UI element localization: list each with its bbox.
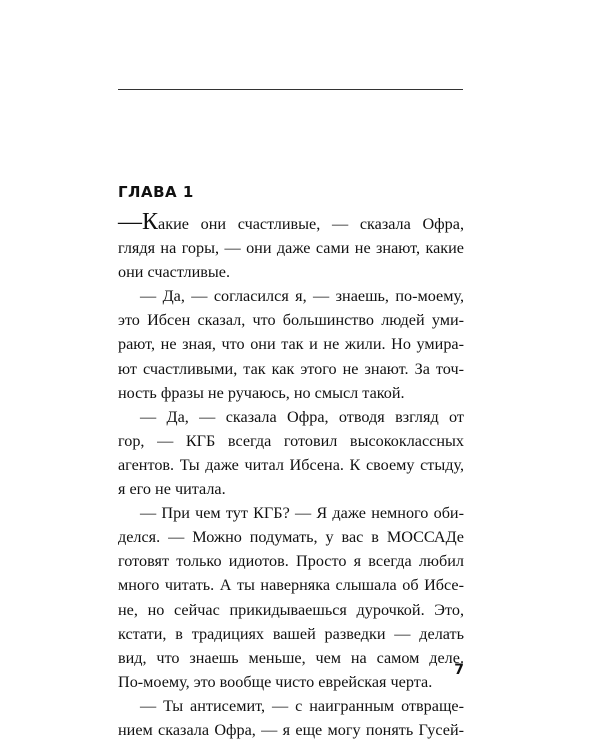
text-line: вид, что знаешь меньше, чем на самом деле. xyxy=(118,648,464,667)
text-line: ность фразы не ручаюсь, но смысл такой. xyxy=(118,383,405,402)
text-line: делся. — Можно подумать, у вас в МОССАДе xyxy=(118,528,464,547)
text-line: — Да, — сказала Офра, отводя взгляд от xyxy=(140,407,464,426)
drop-cap: —К xyxy=(118,209,159,235)
text-line: кстати, в традициях вашей разведки — делать xyxy=(118,624,464,643)
text-line: глядя на горы, — они даже сами не знают, какие xyxy=(118,239,464,258)
top-rule xyxy=(118,89,463,90)
text-line: — Ты антисемит, — с наигранным отвраще- xyxy=(140,696,464,715)
text-line: —Какие они счастливые, — сказала Офра, xyxy=(118,209,464,235)
page-number: 7 xyxy=(454,662,464,678)
text-line: агентов. Ты даже читал Ибсена. К своему стыду, xyxy=(118,455,464,474)
text-line: По-моему, это вообще чисто еврейская черта. xyxy=(118,672,433,691)
text-line: — При чем тут КГБ? — Я даже немного оби- xyxy=(140,504,464,523)
text-line: это Ибсен сказал, что большинство людей уми- xyxy=(118,311,464,330)
text-line: ют счастливыми, так как этого не знают. За точ- xyxy=(118,359,464,378)
text-line: они счастливые. xyxy=(118,263,230,282)
text-line: рают, не зная, что они так и не жили. Но умира- xyxy=(118,335,464,354)
text-line: не, но сейчас прикидываешься дурочкой. Это, xyxy=(118,600,464,619)
text-line: я его не читала. xyxy=(118,480,226,499)
body-text xyxy=(118,210,464,742)
text-line: нием сказала Офра, — я еще могу понять Гусей- xyxy=(118,720,464,739)
text-line: гор, — КГБ всегда готовил высококлассных xyxy=(118,431,464,450)
text-line: готовят только идиотов. Просто я всегда любил xyxy=(118,552,464,571)
chapter-heading: ГЛАВА 1 xyxy=(118,183,194,201)
text-line: много читать. А ты наверняка слышала об Ибсе- xyxy=(118,576,464,595)
text-line: — Да, — согласился я, — знаешь, по-моему, xyxy=(140,287,464,306)
